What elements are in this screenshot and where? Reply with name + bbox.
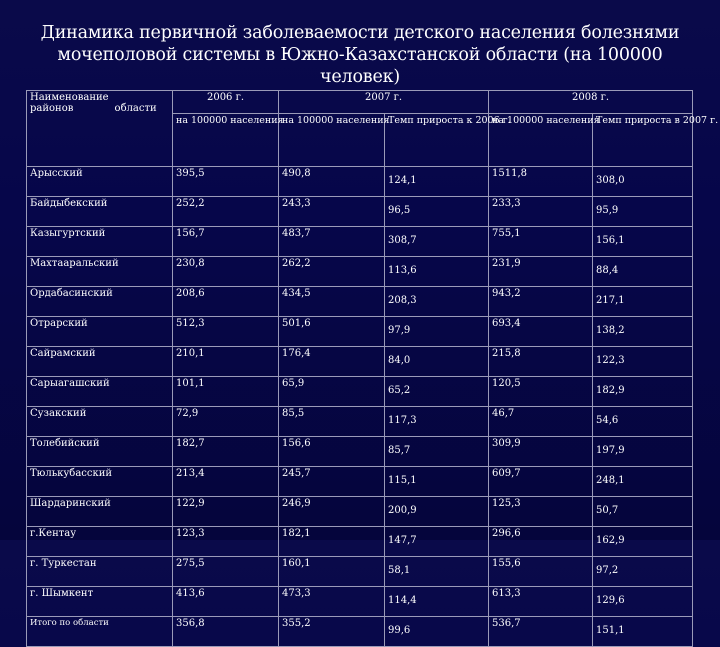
growth-2007-cell: 65,2	[385, 377, 489, 407]
growth-2008-cell: 122,3	[593, 347, 693, 377]
value-2007-cell: 501,6	[279, 317, 385, 347]
value-2008-cell: 155,6	[489, 557, 593, 587]
value-2006-cell: 275,5	[173, 557, 279, 587]
value-2007-cell: 243,3	[279, 197, 385, 227]
value-2008-cell: 233,3	[489, 197, 593, 227]
region-name-cell: Казыгуртский	[27, 227, 173, 257]
growth-2008-cell: 197,9	[593, 437, 693, 467]
table-row	[27, 467, 693, 497]
table-row	[27, 497, 693, 527]
value-2006-cell: 182,7	[173, 437, 279, 467]
table-row	[27, 347, 693, 377]
table-row	[27, 437, 693, 467]
table-row	[27, 377, 693, 407]
value-2007-cell: 65,9	[279, 377, 385, 407]
growth-2007-cell: 200,9	[385, 497, 489, 527]
region-name-cell: Байдыбекский	[27, 197, 173, 227]
growth-2007-cell: 97,9	[385, 317, 489, 347]
page-title	[20, 22, 700, 88]
growth-2008-cell: 88,4	[593, 257, 693, 287]
growth-2007-cell: 113,6	[385, 257, 489, 287]
table-row	[27, 317, 693, 347]
growth-2008-cell: 248,1	[593, 467, 693, 497]
value-2008-cell: 1511,8	[489, 167, 593, 197]
value-2008-cell: 609,7	[489, 467, 593, 497]
region-name-cell: Махтааральский	[27, 257, 173, 287]
header-year-2008: 2008 г.	[489, 91, 693, 114]
table-row	[27, 167, 693, 197]
table-row	[27, 617, 693, 647]
value-2007-cell: 483,7	[279, 227, 385, 257]
value-2007-cell: 246,9	[279, 497, 385, 527]
growth-2007-cell: 84,0	[385, 347, 489, 377]
region-name-cell: Арысский	[27, 167, 173, 197]
value-2008-cell: 296,6	[489, 527, 593, 557]
region-name-cell: Отрарский	[27, 317, 173, 347]
table-row	[27, 527, 693, 557]
growth-2008-cell: 97,2	[593, 557, 693, 587]
value-2007-cell: 176,4	[279, 347, 385, 377]
growth-2007-cell: 99,6	[385, 617, 489, 647]
value-2006-cell: 356,8	[173, 617, 279, 647]
value-2006-cell: 413,6	[173, 587, 279, 617]
growth-2007-cell: 117,3	[385, 407, 489, 437]
growth-2008-cell: 151,1	[593, 617, 693, 647]
value-2008-cell: 125,3	[489, 497, 593, 527]
growth-2008-cell: 162,9	[593, 527, 693, 557]
value-2006-cell: 123,3	[173, 527, 279, 557]
growth-2007-cell: 85,7	[385, 437, 489, 467]
header-per-100000-2007: на 100000 населения	[279, 114, 385, 167]
growth-2007-cell: 147,7	[385, 527, 489, 557]
value-2006-cell: 208,6	[173, 287, 279, 317]
value-2007-cell: 490,8	[279, 167, 385, 197]
region-name-cell: Итого по области	[27, 617, 173, 647]
value-2007-cell: 434,5	[279, 287, 385, 317]
growth-2008-cell: 182,9	[593, 377, 693, 407]
value-2007-cell: 156,6	[279, 437, 385, 467]
table-row	[27, 197, 693, 227]
region-name-cell: Сарыагашский	[27, 377, 173, 407]
header-year-2006: 2006 г.	[173, 91, 279, 114]
region-name-cell: Тюлькубасский	[27, 467, 173, 497]
value-2006-cell: 101,1	[173, 377, 279, 407]
growth-2008-cell: 95,9	[593, 197, 693, 227]
growth-2008-cell: 54,6	[593, 407, 693, 437]
value-2008-cell: 755,1	[489, 227, 593, 257]
value-2008-cell: 46,7	[489, 407, 593, 437]
header-year-2007: 2007 г.	[279, 91, 489, 114]
value-2007-cell: 355,2	[279, 617, 385, 647]
growth-2008-cell: 308,0	[593, 167, 693, 197]
region-name-cell: Шардаринский	[27, 497, 173, 527]
table-row	[27, 557, 693, 587]
value-2006-cell: 230,8	[173, 257, 279, 287]
value-2007-cell: 245,7	[279, 467, 385, 497]
table-row	[27, 287, 693, 317]
growth-2007-cell: 114,4	[385, 587, 489, 617]
header-per-100000-2008: на 100000 населения	[489, 114, 593, 167]
region-name-cell: г. Туркестан	[27, 557, 173, 587]
value-2006-cell: 122,9	[173, 497, 279, 527]
value-2008-cell: 613,3	[489, 587, 593, 617]
value-2008-cell: 943,2	[489, 287, 593, 317]
table-row	[27, 407, 693, 437]
growth-2007-cell: 308,7	[385, 227, 489, 257]
header-per-100000-2006: на 100000 населения	[173, 114, 279, 167]
table-row	[27, 227, 693, 257]
value-2006-cell: 213,4	[173, 467, 279, 497]
value-2006-cell: 395,5	[173, 167, 279, 197]
value-2008-cell: 215,8	[489, 347, 593, 377]
value-2007-cell: 182,1	[279, 527, 385, 557]
value-2006-cell: 252,2	[173, 197, 279, 227]
value-2008-cell: 309,9	[489, 437, 593, 467]
growth-2007-cell: 58,1	[385, 557, 489, 587]
region-name-cell: Сузакский	[27, 407, 173, 437]
value-2007-cell: 160,1	[279, 557, 385, 587]
value-2008-cell: 536,7	[489, 617, 593, 647]
value-2006-cell: 210,1	[173, 347, 279, 377]
value-2006-cell: 156,7	[173, 227, 279, 257]
value-2007-cell: 473,3	[279, 587, 385, 617]
region-name-cell: г. Шымкент	[27, 587, 173, 617]
table-row	[27, 587, 693, 617]
growth-2008-cell: 138,2	[593, 317, 693, 347]
region-name-cell: г.Кентау	[27, 527, 173, 557]
table-row	[27, 257, 693, 287]
growth-2008-cell: 50,7	[593, 497, 693, 527]
header-growth-2007: Темп прироста к 2006 г.	[385, 114, 489, 167]
value-2008-cell: 120,5	[489, 377, 593, 407]
value-2008-cell: 693,4	[489, 317, 593, 347]
growth-2007-cell: 208,3	[385, 287, 489, 317]
region-name-cell: Ордабасинский	[27, 287, 173, 317]
value-2008-cell: 231,9	[489, 257, 593, 287]
growth-2007-cell: 96,5	[385, 197, 489, 227]
header-growth-2008: Темп прироста в 2007 г.	[593, 114, 693, 167]
morbidity-table	[26, 90, 719, 647]
growth-2008-cell: 129,6	[593, 587, 693, 617]
growth-2007-cell: 115,1	[385, 467, 489, 497]
growth-2008-cell: 217,1	[593, 287, 693, 317]
header-row-years	[27, 91, 693, 114]
value-2007-cell: 262,2	[279, 257, 385, 287]
header-region-name: Наименование районов области	[27, 91, 173, 167]
value-2006-cell: 72,9	[173, 407, 279, 437]
title-line-1: Динамика первичной заболеваемости детского населения болезнями	[40, 23, 680, 43]
region-name-cell: Сайрамский	[27, 347, 173, 377]
region-name-cell: Толебийский	[27, 437, 173, 467]
growth-2008-cell: 156,1	[593, 227, 693, 257]
value-2006-cell: 512,3	[173, 317, 279, 347]
title-line-2: мочеполовой системы в Южно-Казахстанской области (на 100000 человек)	[57, 45, 663, 87]
value-2007-cell: 85,5	[279, 407, 385, 437]
growth-2007-cell: 124,1	[385, 167, 489, 197]
